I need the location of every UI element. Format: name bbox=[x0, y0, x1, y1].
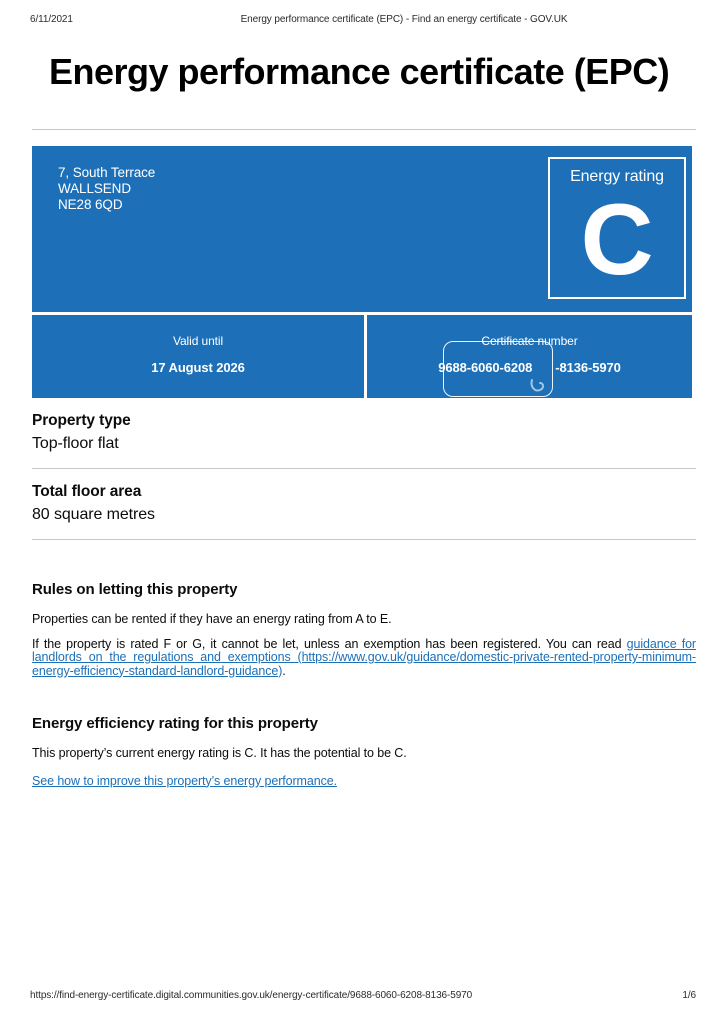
certificate-number-label: Certificate number bbox=[481, 334, 578, 348]
rules-paragraph-2 bbox=[32, 638, 696, 679]
valid-until-label: Valid until bbox=[172, 334, 224, 348]
rules-heading: Rules on letting this property bbox=[32, 581, 238, 598]
floor-area-value: 80 square metres bbox=[32, 506, 155, 523]
page-content bbox=[32, 0, 696, 788]
property-type-heading: Property type bbox=[32, 412, 131, 429]
improve-performance-link[interactable]: See how to improve this property’s energy performance. bbox=[32, 773, 337, 788]
footer-page-number: 1/6 bbox=[682, 990, 696, 1001]
energy-rating-label: Energy rating bbox=[570, 168, 664, 185]
certificate-meta-row bbox=[32, 312, 692, 398]
certificate-number-part2: -8136-5970 bbox=[555, 360, 621, 375]
certificate-number-value bbox=[367, 360, 692, 375]
rules-paragraph-1: Properties can be rented if they have an energy rating from A to E. bbox=[32, 612, 392, 626]
landlord-guidance-link[interactable]: guidance for landlords on the regulations and exemptions (https://www.gov.uk/guidance/domestic-private-rented-property-minimum-energy-efficiency-standard-landlord-guidance) bbox=[32, 636, 696, 678]
certificate-summary-panel bbox=[32, 146, 692, 398]
rules-paragraph-2-period: . bbox=[282, 663, 286, 678]
efficiency-paragraph: This property’s current energy rating is C. It has the potential to be C. bbox=[32, 746, 407, 760]
efficiency-heading: Energy efficiency rating for this property bbox=[32, 715, 318, 732]
title-divider bbox=[32, 129, 696, 130]
page-title: Energy performance certificate (EPC) bbox=[49, 51, 670, 92]
footer-url: https://find-energy-certificate.digital.communities.gov.uk/energy-certificate/9688-6060-6208-8136-5970 bbox=[30, 990, 473, 1001]
valid-until-cell bbox=[32, 315, 364, 398]
valid-until-value: 17 August 2026 bbox=[151, 360, 245, 375]
print-footer bbox=[30, 990, 696, 1001]
section-divider bbox=[32, 468, 696, 469]
floor-area-block bbox=[32, 482, 696, 540]
floor-area-heading: Total floor area bbox=[32, 483, 142, 500]
rules-on-letting-section bbox=[32, 580, 696, 678]
energy-efficiency-section bbox=[32, 714, 696, 788]
property-type-block bbox=[32, 411, 696, 469]
address-line-2: WALLSEND bbox=[58, 180, 131, 196]
certificate-number-part1: 9688-6060-6208 bbox=[438, 360, 533, 375]
energy-rating-box bbox=[548, 157, 686, 299]
energy-rating-letter: C bbox=[580, 184, 654, 296]
property-type-value: Top-floor flat bbox=[32, 435, 119, 452]
address-line-1: 7, South Terrace bbox=[58, 165, 156, 180]
print-doc-title: Energy performance certificate (EPC) - Find an energy certificate - GOV.UK bbox=[240, 14, 568, 25]
address-line-3: NE28 6QD bbox=[58, 196, 123, 212]
section-divider bbox=[32, 539, 696, 540]
print-date: 6/11/2021 bbox=[30, 14, 73, 25]
certificate-number-cell bbox=[367, 315, 692, 398]
rules-paragraph-2-text: If the property is rated F or G, it cannot be let, unless an exemption has been registered. You can read bbox=[32, 636, 627, 651]
